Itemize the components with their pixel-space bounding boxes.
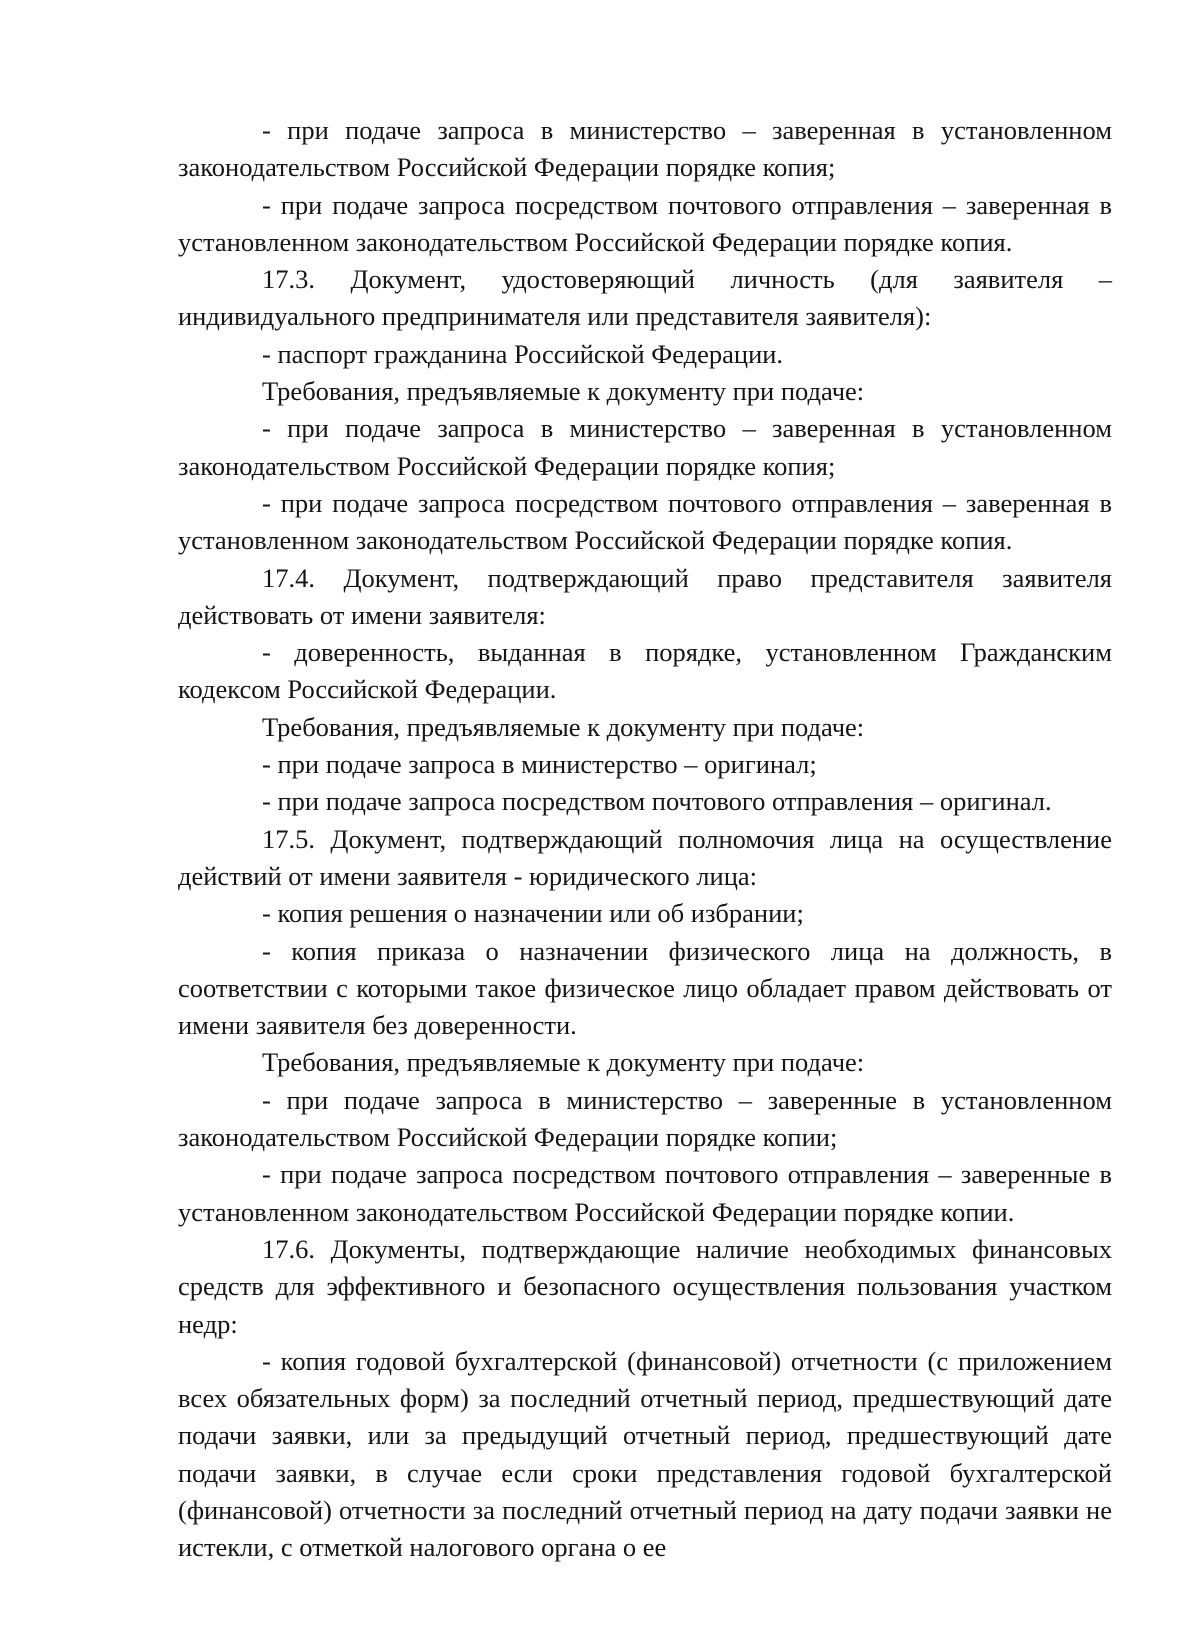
paragraph: - при подаче запроса в министерство – заверенная в установленном законодательством Российской Федерации порядке копия; <box>178 115 1112 183</box>
paragraph: - при подаче запроса посредством почтового отправления – заверенная в установленном законодательством Российской Федерации порядке копия. <box>178 487 1112 556</box>
paragraph: 17.4. Документ, подтверждающий право представителя заявителя действовать от имени заявителя: <box>178 562 1112 630</box>
document-body <box>178 112 1112 1567</box>
paragraph: - при подаче запроса в министерство – оригинал; <box>262 749 817 780</box>
paragraph: Требования, предъявляемые к документу при подаче: <box>262 1047 865 1078</box>
paragraph: Требования, предъявляемые к документу при подаче: <box>262 376 865 407</box>
paragraph: - паспорт гражданина Российской Федерации. <box>262 338 784 369</box>
paragraph: - при подаче запроса посредством почтового отправления – заверенная в установленном законодательством Российской Федерации порядке копия. <box>178 189 1112 257</box>
paragraph: - при подаче запроса посредством почтового отправления – заверенные в установленном законодательством Российской Федерации порядке копии. <box>178 1159 1112 1227</box>
paragraph: - копия приказа о назначении физического лица на должность, в соответствии с которыми такое физическое лицо обладает правом действовать от имени заявителя без доверенности. <box>178 935 1112 1041</box>
paragraph: - доверенность, выданная в порядке, установленном Гражданским кодексом Российской Федерации. <box>178 637 1112 705</box>
paragraph: Требования, предъявляемые к документу при подаче: <box>262 711 865 742</box>
paragraph: - при подаче запроса посредством почтового отправления – оригинал. <box>262 786 1052 817</box>
paragraph: - при подаче запроса в министерство – заверенная в установленном законодательством Российской Федерации порядке копия; <box>178 413 1112 481</box>
paragraph: 17.6. Документы, подтверждающие наличие необходимых финансовых средств для эффективного и безопасного осуществления пользования участком недр: <box>178 1233 1112 1339</box>
paragraph: - при подаче запроса в министерство – заверенные в установленном законодательством Российской Федерации порядке копии; <box>178 1084 1112 1153</box>
paragraph: 17.5. Документ, подтверждающий полномочия лица на осуществление действий от имени заявителя - юридического лица: <box>178 823 1112 891</box>
paragraph: - копия решения о назначении или об избрании; <box>262 898 804 929</box>
paragraph: 17.3. Документ, удостоверяющий личность (для заявителя – индивидуального предпринимателя или представителя заявителя): <box>178 264 1112 332</box>
paragraph: - копия годовой бухгалтерской (финансовой) отчетности (с приложением всех обязательных форм) за последний отчетный период, предшествующий дате подачи заявки, или за предыдущий отчетный период, предшествующий дате подачи заявки, в случае если сроки представления годовой бухгалтерской (финансовой) отчетности за последний отчетный период на дату подачи заявки не истекли, с отметкой налогового органа о ее <box>178 1345 1112 1563</box>
